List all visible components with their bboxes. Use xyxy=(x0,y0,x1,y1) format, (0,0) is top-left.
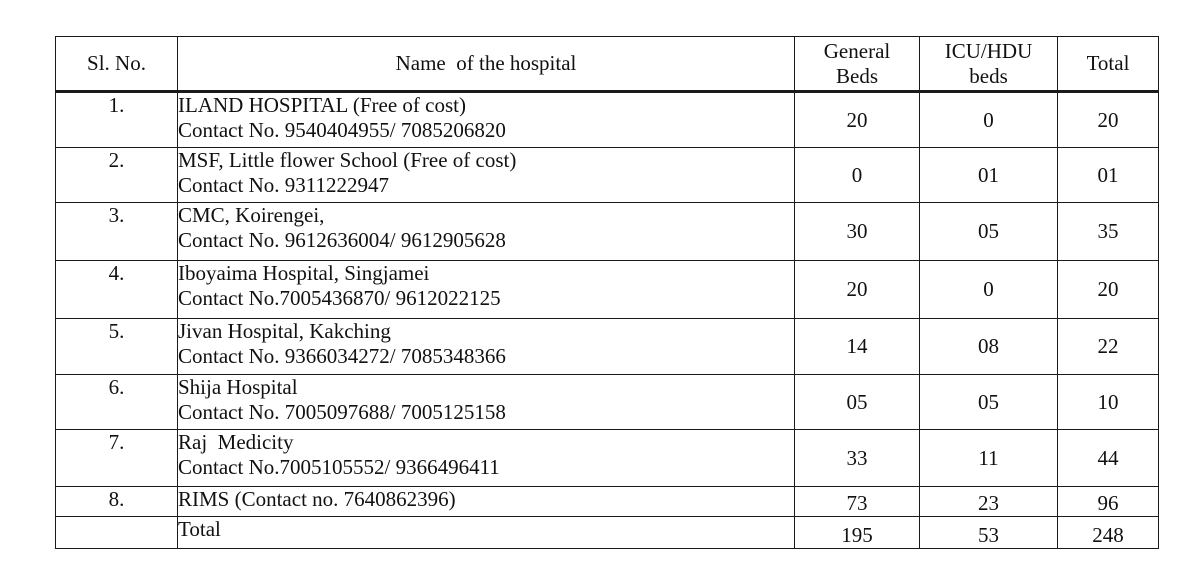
total-general-beds: 195 xyxy=(795,517,920,549)
table-body xyxy=(56,92,1159,549)
row-general-beds: 0 xyxy=(795,148,920,203)
table-row xyxy=(56,319,1159,375)
hospital-contact: Contact No. 9612636004/ 9612905628 xyxy=(178,228,506,252)
header-hospital-name: Name of the hospital xyxy=(178,37,795,92)
row-total: 44 xyxy=(1058,430,1159,487)
row-general-beds: 73 xyxy=(795,487,920,517)
hospital-contact: Contact No. 9540404955/ 7085206820 xyxy=(178,118,506,142)
header-sl-no: Sl. No. xyxy=(56,37,178,92)
row-total: 22 xyxy=(1058,319,1159,375)
row-total: 10 xyxy=(1058,375,1159,430)
row-hospital xyxy=(178,487,795,517)
row-general-beds: 20 xyxy=(795,92,920,148)
hospital-contact: Contact No. 7005097688/ 7005125158 xyxy=(178,400,506,424)
header-row xyxy=(56,37,1159,92)
row-icu-hdu-beds: 08 xyxy=(920,319,1058,375)
header-icu-hdu-beds xyxy=(920,37,1058,92)
row-total: 20 xyxy=(1058,92,1159,148)
hospital-contact: Contact No.7005105552/ 9366496411 xyxy=(178,455,500,479)
row-sl-no: 4. xyxy=(56,261,178,319)
row-hospital xyxy=(178,92,795,148)
row-hospital xyxy=(178,203,795,261)
hospital-name: Shija Hospital xyxy=(178,375,298,399)
hospital-name: CMC, Koirengei, xyxy=(178,203,325,227)
row-total: 35 xyxy=(1058,203,1159,261)
hospital-name: Raj Medicity xyxy=(178,430,294,454)
row-sl-no: 3. xyxy=(56,203,178,261)
table-row xyxy=(56,92,1159,148)
row-icu-hdu-beds: 0 xyxy=(920,92,1058,148)
row-hospital xyxy=(178,319,795,375)
header-icu-hdu-beds-line1: ICU/HDU xyxy=(944,38,1033,63)
row-hospital xyxy=(178,430,795,487)
hospital-name: Iboyaima Hospital, Singjamei xyxy=(178,261,430,285)
total-beds: 248 xyxy=(1058,517,1159,549)
row-sl-no: 1. xyxy=(56,92,178,148)
row-total: 96 xyxy=(1058,487,1159,517)
hospital-contact: Contact No. 9311222947 xyxy=(178,173,389,197)
table-row xyxy=(56,375,1159,430)
row-icu-hdu-beds: 11 xyxy=(920,430,1058,487)
hospital-name: RIMS (Contact no. 7640862396) xyxy=(178,487,456,511)
row-general-beds: 33 xyxy=(795,430,920,487)
row-total: 01 xyxy=(1058,148,1159,203)
total-row-sl-no xyxy=(56,517,178,549)
table-header xyxy=(56,37,1159,92)
row-sl-no: 5. xyxy=(56,319,178,375)
hospital-name: ILAND HOSPITAL (Free of cost) xyxy=(178,93,466,117)
row-icu-hdu-beds: 05 xyxy=(920,375,1058,430)
row-icu-hdu-beds: 01 xyxy=(920,148,1058,203)
table-row xyxy=(56,487,1159,517)
header-icu-hdu-beds-line2: beds xyxy=(969,63,1008,88)
row-icu-hdu-beds: 23 xyxy=(920,487,1058,517)
header-general-beds-line1: General xyxy=(823,38,891,63)
header-general-beds xyxy=(795,37,920,92)
table-row xyxy=(56,148,1159,203)
total-label: Total xyxy=(178,517,795,549)
table-row xyxy=(56,261,1159,319)
row-general-beds: 30 xyxy=(795,203,920,261)
row-general-beds: 05 xyxy=(795,375,920,430)
row-hospital xyxy=(178,261,795,319)
row-total: 20 xyxy=(1058,261,1159,319)
row-icu-hdu-beds: 05 xyxy=(920,203,1058,261)
table-row xyxy=(56,203,1159,261)
total-icu-hdu-beds: 53 xyxy=(920,517,1058,549)
total-row xyxy=(56,517,1159,549)
header-total: Total xyxy=(1058,37,1159,92)
hospital-contact: Contact No.7005436870/ 9612022125 xyxy=(178,286,501,310)
row-sl-no: 6. xyxy=(56,375,178,430)
row-general-beds: 20 xyxy=(795,261,920,319)
hospital-name: Jivan Hospital, Kakching xyxy=(178,319,391,343)
row-hospital xyxy=(178,375,795,430)
hospital-contact: Contact No. 9366034272/ 7085348366 xyxy=(178,344,506,368)
hospital-name: MSF, Little flower School (Free of cost) xyxy=(178,148,517,172)
table-row xyxy=(56,430,1159,487)
row-sl-no: 2. xyxy=(56,148,178,203)
header-general-beds-line2: Beds xyxy=(836,63,878,88)
hospital-beds-table xyxy=(55,36,1159,549)
row-sl-no: 8. xyxy=(56,487,178,517)
row-general-beds: 14 xyxy=(795,319,920,375)
row-icu-hdu-beds: 0 xyxy=(920,261,1058,319)
row-sl-no: 7. xyxy=(56,430,178,487)
row-hospital xyxy=(178,148,795,203)
